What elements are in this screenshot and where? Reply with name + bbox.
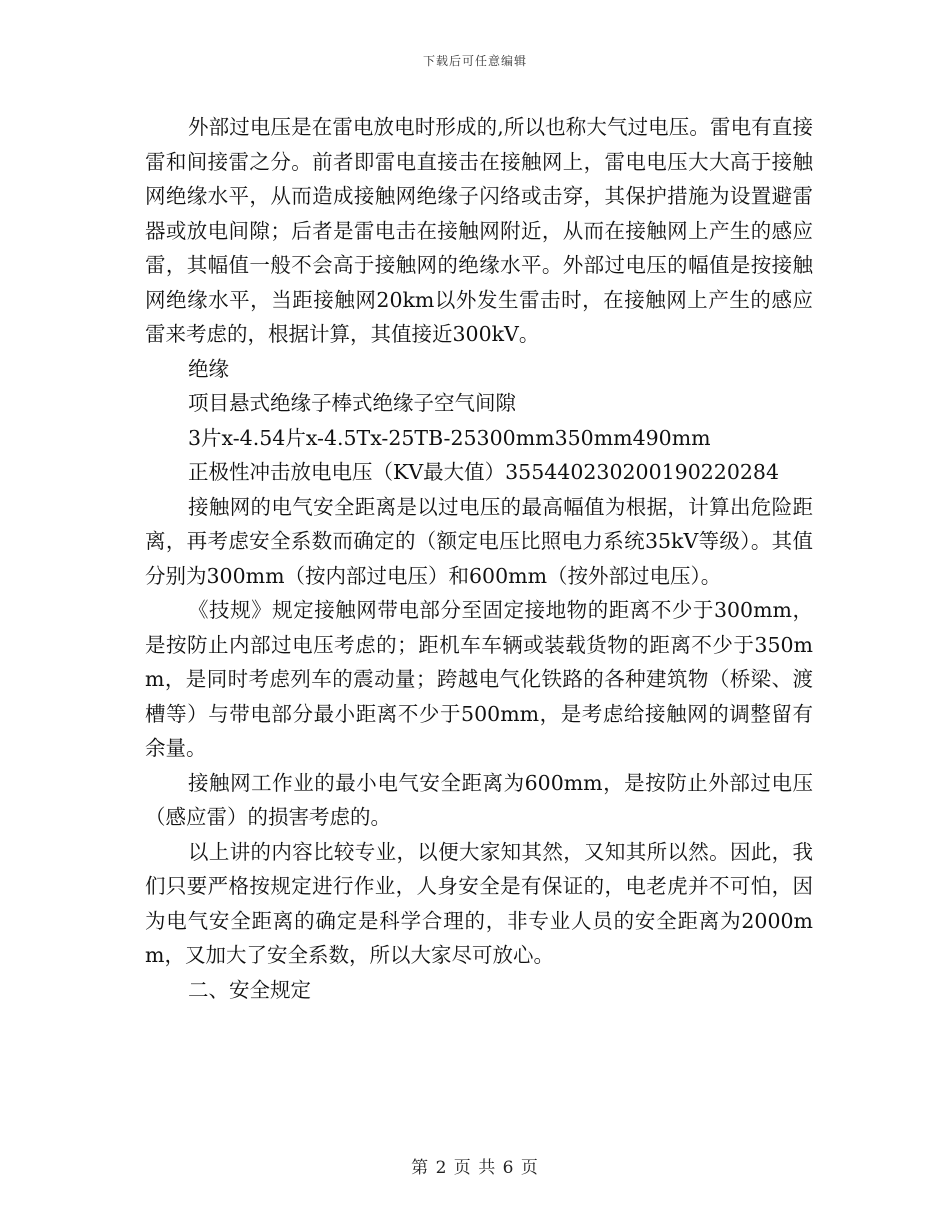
paragraph-insulation-heading: 绝缘 (188, 356, 229, 381)
page-number: 第 2 页 共 6 页 (411, 1158, 539, 1178)
page-header-note: 下载后可任意编辑 (422, 54, 527, 68)
paragraph-insulation-items: 项目悬式绝缘子棒式绝缘子空气间隙 (188, 391, 516, 415)
section-heading-safety-rules: 二、安全规定 (188, 977, 311, 1002)
paragraph-minimum-distance: 接触网工作业的最小电气安全距离为600mm，是按防止外部过电压（感应雷）的损害考虑的。 (145, 770, 813, 829)
paragraph-impulse-voltage: 正极性冲击放电电压（KV最大值）355440230200190220284 (188, 460, 780, 484)
paragraph-external-overvoltage: 外部过电压是在雷电放电时形成的,所以也称大气过电压。雷电有直接雷和间接雷之分。前者即雷电直接击在接触网上，雷电电压大大高于接触网绝缘水平，从而造成接触网绝缘子闪络或击穿，其保护措施为设置避雷器或放电间隙；后者是雷电击在接触网附近，从而在接触网上产生的感应雷，其幅值一般不会高于接触网的绝缘水平。外部过电压的幅值是按接触网绝缘水平，当距接触网20km以外发生雷击时，在接触网上产生的感应雷来考虑的，根据计算，其值接近300kV。 (145, 115, 813, 346)
paragraph-safety-distance: 接触网的电气安全距离是以过电压的最高幅值为根据，计算出危险距离，再考虑安全系数而确定的（额定电压比照电力系统35kV等级）。其值分别为300mm（按内部过电压）和600mm（按外部过电压）。 (145, 494, 813, 588)
paragraph-conclusion: 以上讲的内容比较专业，以便大家知其然，又知其所以然。因此，我们只要严格按规定进行作业，人身安全是有保证的，电老虎并不可怕，因为电气安全距离的确定是科学合理的，非专业人员的安全距离为2000mm，又加大了安全系数，所以大家尽可放心。 (145, 839, 813, 967)
paragraph-insulation-specs: 3片x-4.54片x-4.5Tx-25TB-25300mm350mm490mm (188, 425, 711, 450)
document-body (145, 110, 813, 1007)
paragraph-technical-rules: 《技规》规定接触网带电部分至固定接地物的距离不少于300mm，是按防止内部过电压考虑的；距机车车辆或装载货物的距离不少于350mm，是同时考虑列车的震动量；跨越电气化铁路的各种建筑物（桥梁、渡槽等）与带电部分最小距离不少于500mm，是考虑给接触网的调整留有余量。 (145, 598, 813, 760)
